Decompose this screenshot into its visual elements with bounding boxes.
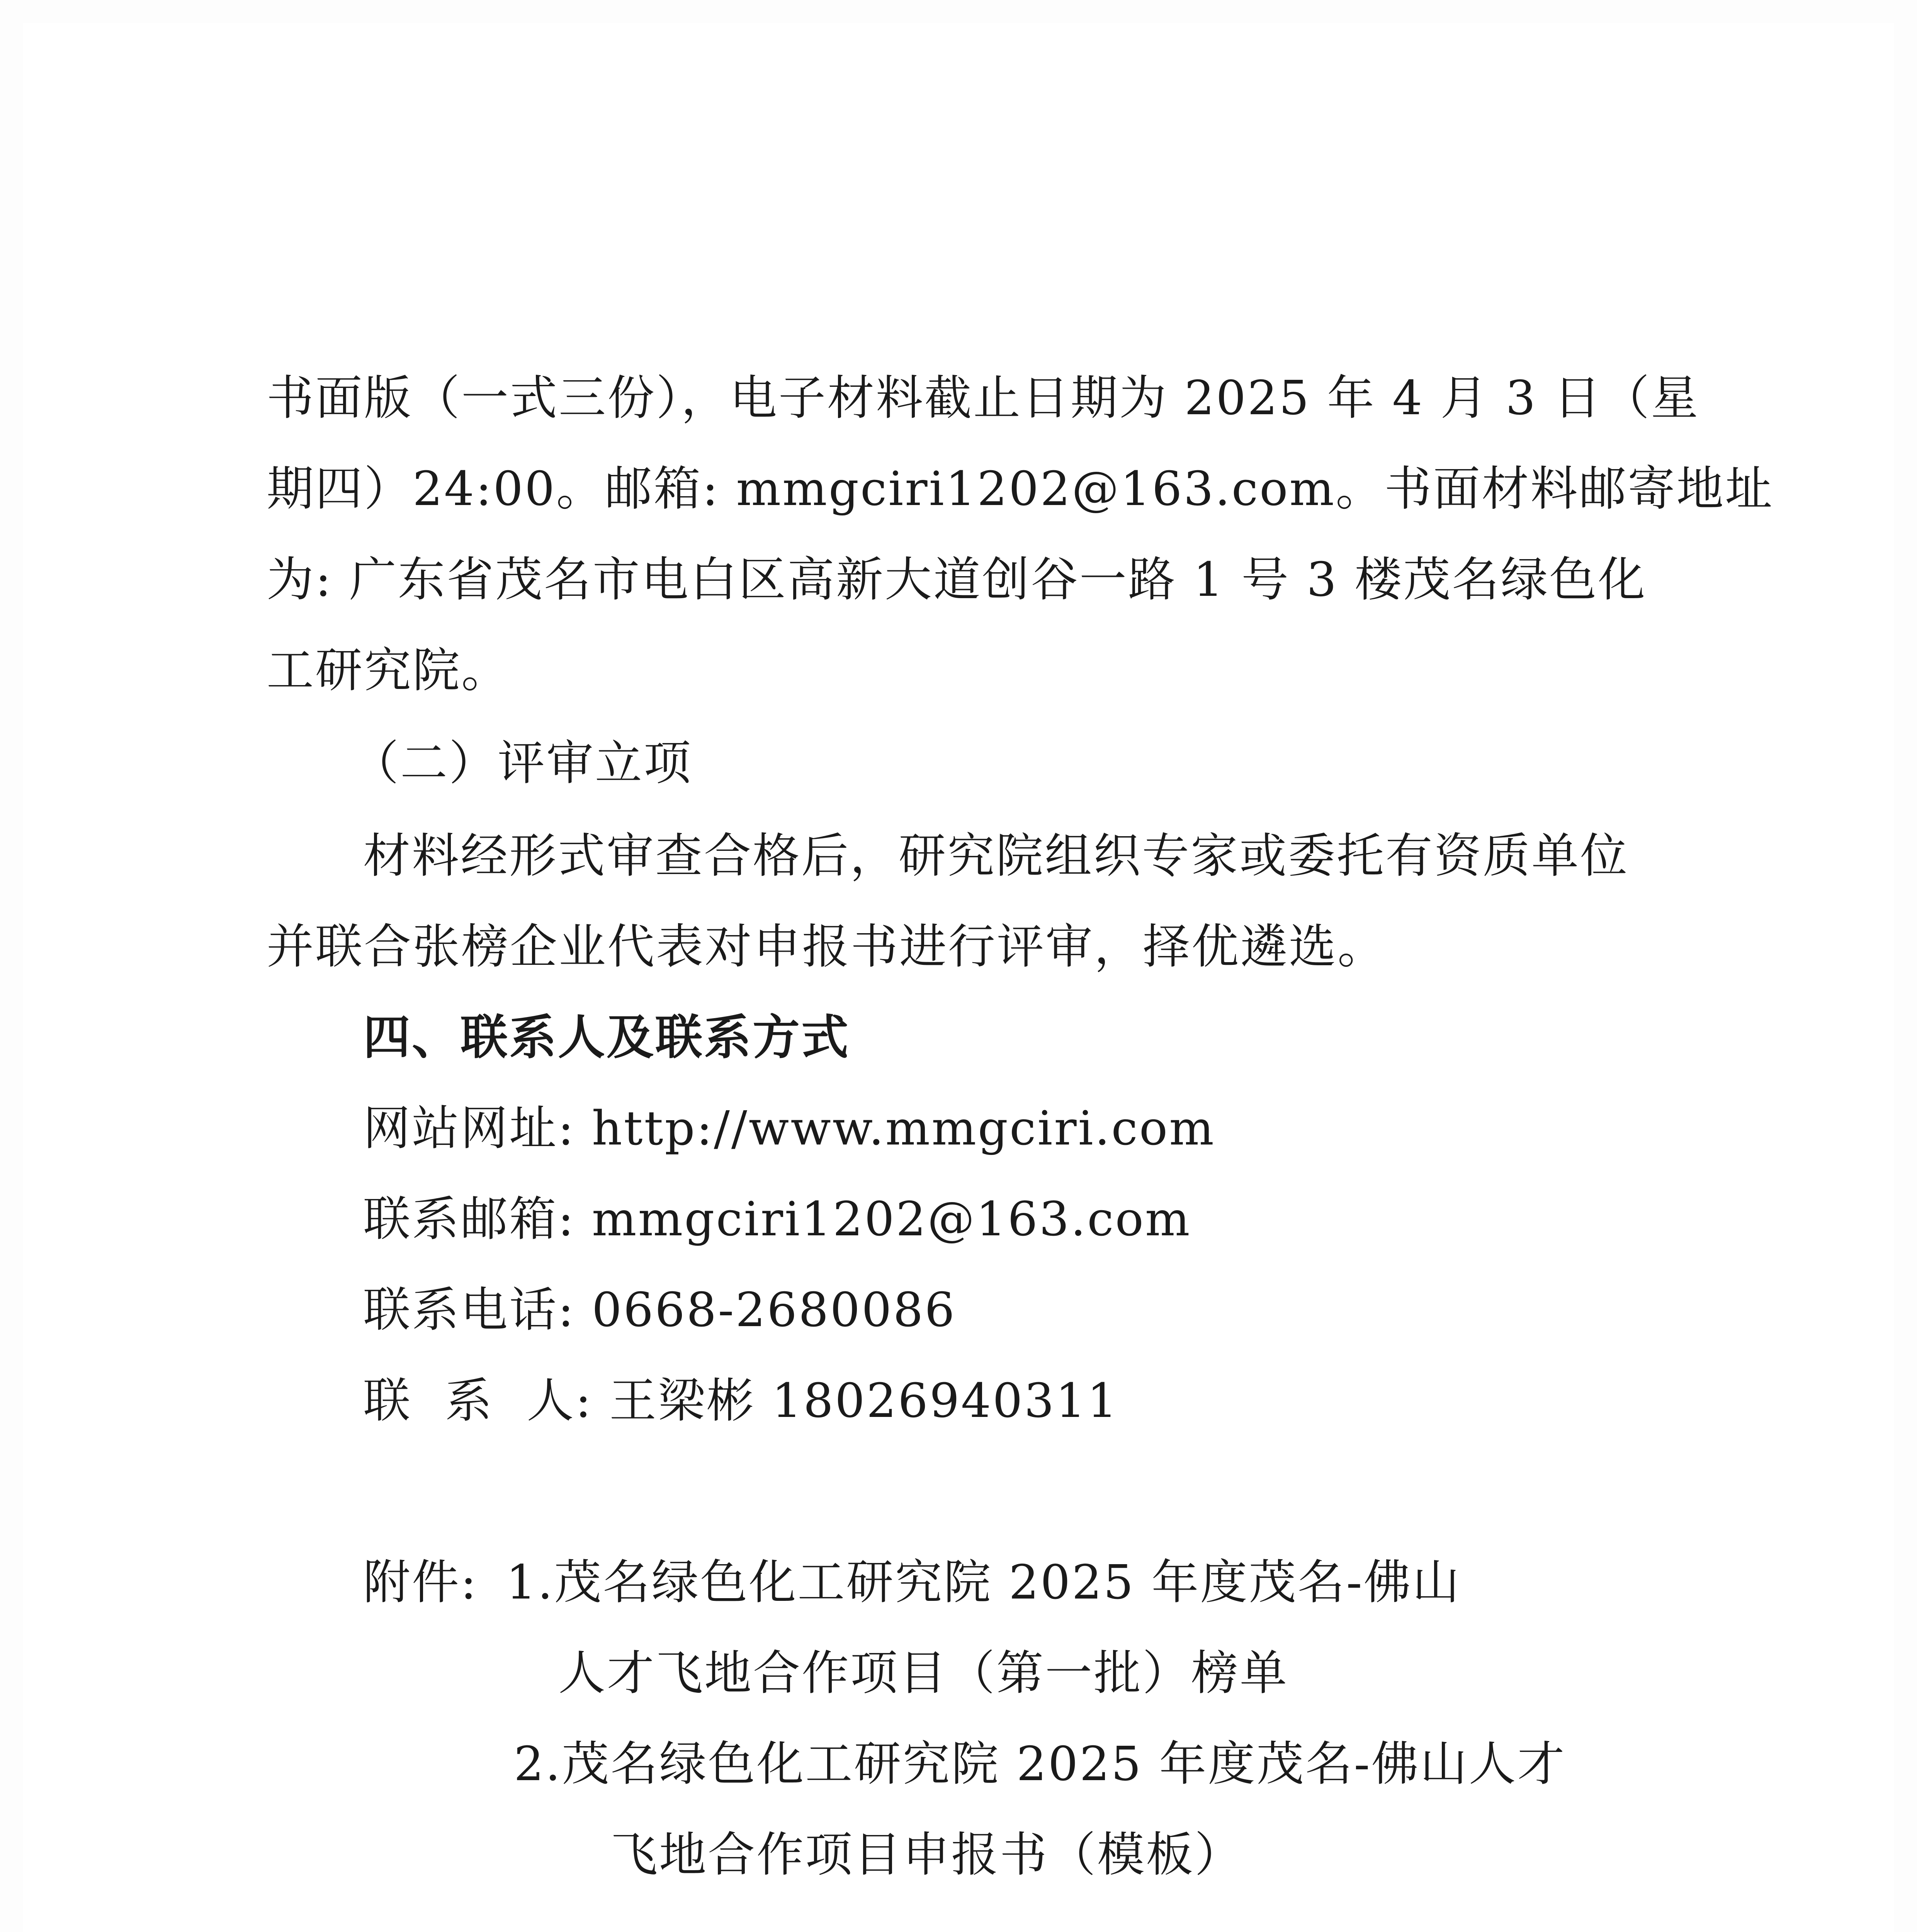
paragraph-submission-line-2: 期四）24:00。邮箱: mmgciri1202@163.com。书面材料邮寄地址 [267,461,1774,516]
paragraph-submission-line-1: 书面版（一式三份），电子材料截止日期为 2025 年 4 月 3 日（星 [267,371,1700,425]
attachment-2-line-1: 2.茂名绿色化工研究院 2025 年度茂名-佛山人才 [514,1736,1566,1791]
paragraph-submission-line-4: 工研究院。 [267,643,510,698]
paragraph-review-line-2: 并联合张榜企业代表对申报书进行评审，择优遴选。 [267,919,1386,974]
attachment-prefix: 附件: [363,1555,478,1610]
subsection-title: （二）评审立项 [352,736,692,791]
paragraph-submission-line-3: 为: 广东省茂名市电白区高新大道创谷一路 1 号 3 楼茂名绿色化 [267,552,1647,607]
contact-phone: 联系电话: 0668-2680086 [363,1282,956,1337]
attachment-2-line-2: 飞地合作项目申报书（模板） [610,1827,1243,1882]
paragraph-review-line-1: 材料经形式审查合格后，研究院组织专家或委托有资质单位 [363,828,1629,883]
attachment-1-line-1: 1.茂名绿色化工研究院 2025 年度茂名-佛山 [506,1555,1461,1610]
contact-website: 网站网址: http://www.mmgciri.com [363,1101,1215,1156]
attachment-1-line-2: 人才飞地合作项目（第一批）榜单 [558,1646,1288,1701]
contact-person: 联 系 人: 王梁彬 18026940311 [363,1373,1119,1428]
contact-email: 联系邮箱: mmgciri1202@163.com [363,1192,1191,1247]
section-title: 四、联系人及联系方式 [363,1010,850,1065]
